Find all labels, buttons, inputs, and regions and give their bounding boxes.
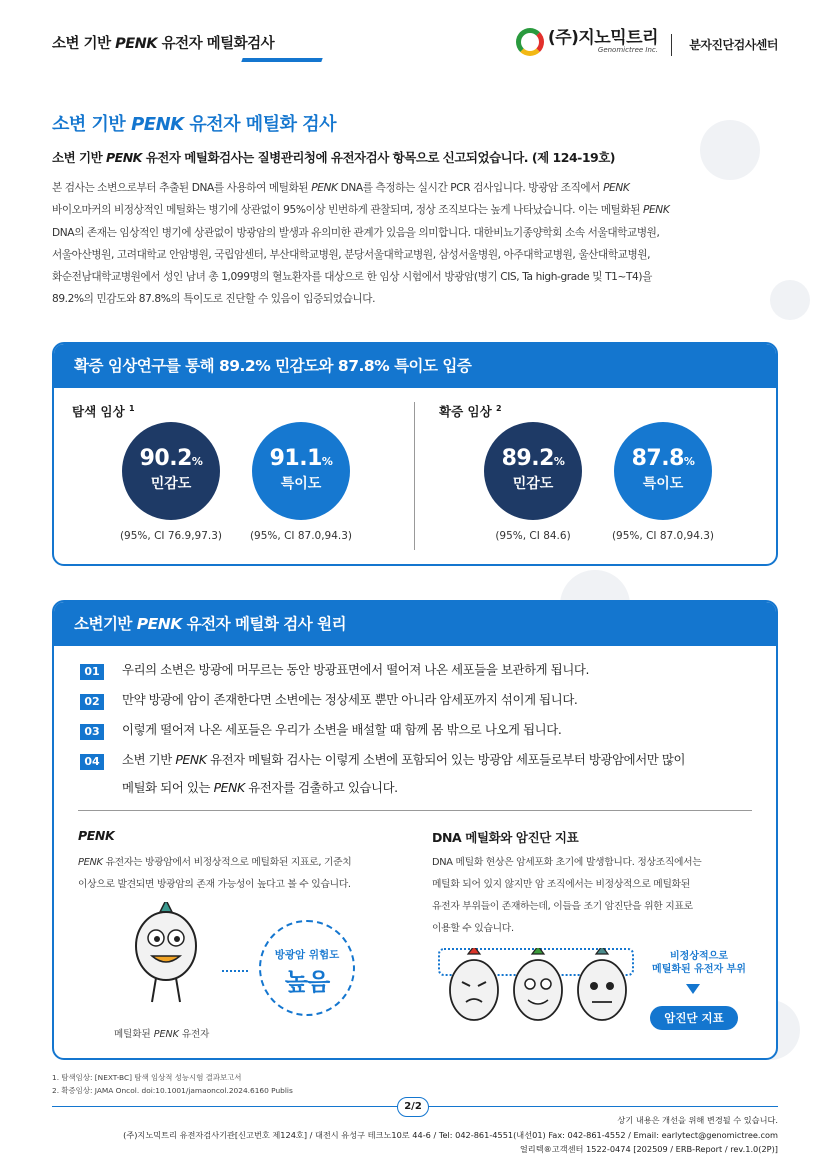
- abnormal-methylation-label: 비정상적으로 메틸화된 유전자 부위: [652, 951, 746, 975]
- principle-card: [52, 600, 778, 1060]
- step-text: 이렇게 떨어져 나온 세포들은 우리가 소변을 배설할 때 함께 몸 밖으로 나오게 됩니다.: [122, 722, 562, 737]
- diagnostic-marker-badge: 암진단 지표: [650, 1006, 738, 1030]
- dna-methylation-description: DNA 메틸화 현상은 암세포화 초기에 발생합니다. 정상조직에서는 메틸화 되어 있지 않지만 암 조직에서는 비정상적으로 메틸화된 유전자 부위들이 존재하는데, 이들을 조기 암진단을 위한 지표로 이용할 수 있습니다.: [432, 857, 702, 934]
- page-footer: 상기 내용은 개선을 위해 변경될 수 있습니다. (주)지노믹트리 유전자검사기관[신고번호 제124호] / 대전시 유성구 테크노10로 44-6 / Tel: 042-861-4551(내선01) Fax: 042-861-4552 / Email: earlytect@genomictree.com 얼리텍®고객센터 1522-0474 [202509 / ERB-Report / rev.1.0(2P)]: [123, 1115, 778, 1154]
- risk-badge: [259, 920, 355, 1016]
- step-text: 소변 기반 PENK 유전자 메틸화 검사는 이렇게 소변에 포함되어 있는 방광암 세포들로부터 방광암에서만 많이 메틸화 되어 있는 PENK 유전자를 검출하고 있습니다.: [122, 752, 686, 795]
- methylated-cell-illustration: [126, 902, 206, 1012]
- trial-divider: [414, 402, 415, 550]
- cell-icon: [450, 948, 498, 1020]
- arrow-down-icon: [686, 984, 700, 994]
- company-name: (주)지노믹트리: [547, 28, 658, 48]
- sensitivity-label: 민감도: [512, 476, 554, 492]
- step-number: 04: [80, 754, 104, 770]
- principle-steps: [80, 662, 760, 810]
- footnotes: 1. 탐색임상: [NEXT-BC] 탐색 임상적 성능시험 결과보고서 2. 확증임상: JAMA Oncol. doi:10.1001/jamaoncol.2024.6160 Publis: [52, 1073, 293, 1095]
- title-accent-bar: [241, 58, 322, 62]
- sensitivity-value: 89.2%: [501, 446, 565, 471]
- confidence-interval: (95%, CI 84.6): [495, 530, 571, 542]
- cell-icon: [514, 948, 562, 1020]
- intro-line: 89.2%의 민감도와 87.8%의 특이도로 진단할 수 있음이 입증되었습니다.: [52, 293, 376, 306]
- step-item: [80, 722, 760, 744]
- confidence-interval: (95%, CI 87.0,94.3): [611, 530, 715, 542]
- trial-label: 탐색 임상 $^1$: [72, 403, 135, 419]
- cancer-cells-illustration: [438, 948, 638, 1038]
- company-sub: Genomictree Inc.: [597, 46, 658, 54]
- clinical-heading: 확증 임상연구를 통해 89.2% 민감도와 87.8% 특이도 입증: [54, 344, 776, 388]
- sensitivity-value: 90.2%: [139, 446, 203, 471]
- specificity-label: 특이도: [280, 476, 322, 492]
- background-node: [700, 120, 760, 180]
- intro-line: 화순전남대학교병원에서 성인 남녀 총 1,099명의 혈뇨환자를 대상으로 한 임상 시험에서 방광암(병기 CIS, Ta high-grade 및 T1~T4)을: [52, 271, 652, 284]
- risk-value: 높음: [284, 968, 330, 996]
- intro-line: 바이오마커의 비정상적인 메틸화는 병기에 상관없이 95%이상 빈번하게 관찰되며, 정상 조직보다는 높게 나타났습니다. 이는 메틸화된 PENK: [52, 204, 670, 217]
- sensitivity-circle: [122, 422, 220, 520]
- specificity-value: 91.1%: [269, 446, 333, 471]
- exploratory-trial: [72, 402, 432, 542]
- section-divider: [78, 810, 752, 811]
- step-number: 01: [80, 664, 104, 680]
- principle-heading: 소변기반 PENK 유전자 메틸화 검사 원리: [54, 602, 776, 646]
- specificity-circle: [614, 422, 712, 520]
- cell-caption: 메틸화된 PENK 유전자: [114, 1029, 210, 1040]
- intro-line: DNA의 존재는 임상적인 병기에 상관없이 방광암의 발생과 유의미한 관계가 있음을 의미합니다. 대한비뇨기종양학회 소속 서울대학교병원,: [52, 226, 660, 239]
- penk-description: PENK 유전자는 방광암에서 비정상적으로 메틸화된 지표로, 기준치 이상으로 발견되면 방광암의 존재 가능성이 높다고 볼 수 있습니다.: [78, 857, 352, 890]
- clinical-results-card: [52, 342, 778, 566]
- section-subtitle: 소변 기반 PENK 유전자 메틸화검사는 질병관리청에 유전자검사 항목으로 신고되었습니다. (제 124-19호): [52, 150, 616, 165]
- confidence-interval: (95%, CI 76.9,97.3): [119, 530, 223, 542]
- page-header: [52, 26, 778, 66]
- sensitivity-label: 민감도: [150, 476, 192, 492]
- specificity-circle: [252, 422, 350, 520]
- step-text: 우리의 소변은 방광에 머무르는 동안 방광표면에서 떨어져 나온 세포들을 보관하게 됩니다.: [122, 662, 589, 677]
- department-label: 분자진단검사센터: [689, 38, 778, 52]
- page-number: 2/2: [397, 1097, 429, 1117]
- cell-body-icon: [136, 912, 196, 980]
- confidence-interval: (95%, CI 87.0,94.3): [249, 530, 353, 542]
- sensitivity-circle: [484, 422, 582, 520]
- section-title: 소변 기반 PENK 유전자 메틸화 검사: [52, 114, 337, 135]
- specificity-value: 87.8%: [631, 446, 695, 471]
- intro-line: 서울아산병원, 고려대학교 안암병원, 국립암센터, 부산대학교병원, 분당서울대학교병원, 삼성서울병원, 아주대학교병원, 울산대학교병원,: [52, 248, 651, 261]
- risk-label: 방광암 위험도: [274, 949, 340, 961]
- header-divider: [671, 34, 672, 56]
- arrow-dots: [222, 970, 248, 972]
- confirmatory-trial: [439, 402, 778, 542]
- step-item: [80, 662, 760, 684]
- step-text: 만약 방광에 암이 존재한다면 소변에는 정상세포 뿐만 아니라 암세포까지 섞이게 됩니다.: [122, 692, 578, 707]
- step-number: 03: [80, 724, 104, 740]
- specificity-label: 특이도: [642, 476, 684, 492]
- cell-icon: [578, 948, 626, 1020]
- step-item: [80, 692, 760, 714]
- intro-line: 본 검사는 소변으로부터 추출된 DNA를 사용하여 메틸화된 PENK DNA를 측정하는 실시간 PCR 검사입니다. 방광암 조직에서 PENK: [52, 182, 630, 194]
- dna-methylation-title: DNA 메틸화와 암진단 지표: [432, 830, 579, 845]
- company-logo: [516, 28, 658, 56]
- intro-paragraph: [52, 177, 777, 311]
- penk-title: PENK: [78, 828, 115, 843]
- step-number: 02: [80, 694, 104, 710]
- trial-label: 확증 임상 $^2$: [439, 403, 502, 419]
- document-title: 소변 기반 PENK 유전자 메틸화검사: [52, 36, 275, 52]
- logo-mark-icon: [516, 28, 544, 56]
- step-item: [80, 752, 760, 802]
- cell-spike-icon: [160, 902, 172, 912]
